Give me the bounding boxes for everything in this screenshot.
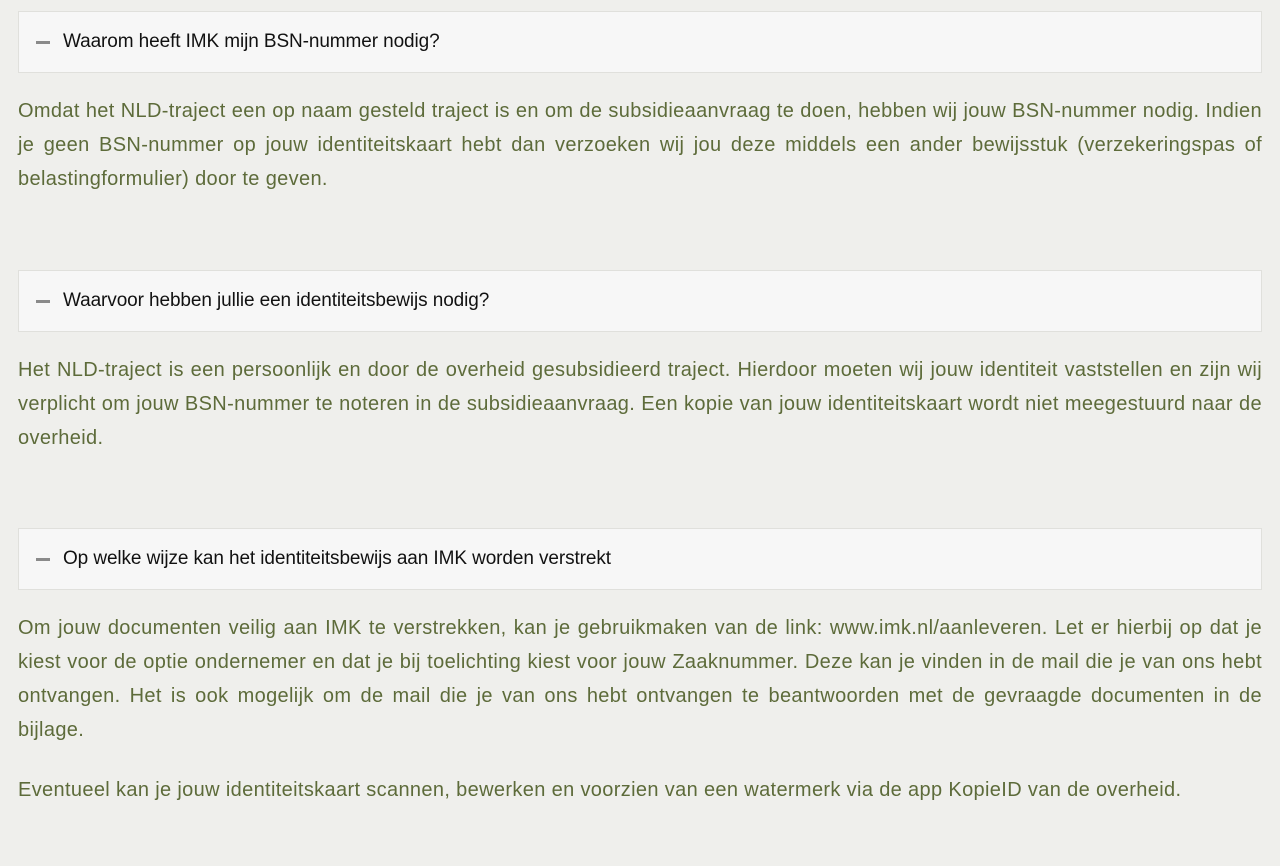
- faq-question: Waarom heeft IMK mijn BSN-nummer nodig?: [63, 31, 440, 52]
- faq-question: Op welke wijze kan het identiteitsbewijs aan IMK worden verstrekt: [63, 548, 611, 569]
- faq-toggle-delivery[interactable]: [18, 528, 1262, 590]
- faq-item-bsn: [18, 11, 1262, 196]
- answer-paragraph: Omdat het NLD-traject een op naam gesteld traject is en om de subsidieaanvraag te doen, hebben wij jouw BSN-nummer nodig. Indien je geen BSN-nummer op jouw identiteitskaart hebt dan verzoeken wij jou deze middels een ander bewijsstuk (verzekeringspas of belastingformulier) door te geven.: [18, 100, 1262, 190]
- faq-answer: [18, 73, 1262, 196]
- minus-icon: [36, 558, 50, 561]
- faq-answer: [18, 590, 1262, 807]
- answer-paragraph: Het NLD-traject is een persoonlijk en door de overheid gesubsidieerd traject. Hierdoor moeten wij jouw identiteit vaststellen en zijn wij verplicht om jouw BSN-nummer te noteren in de subsidieaanvraag. Een kopie van jouw identiteitskaart wordt niet meegestuurd naar de overheid.: [18, 359, 1262, 449]
- faq-toggle-bsn[interactable]: [18, 11, 1262, 73]
- faq-item-delivery: [18, 528, 1262, 807]
- faq-answer: [18, 332, 1262, 455]
- faq-toggle-identity-proof[interactable]: [18, 270, 1262, 332]
- answer-paragraph: Eventueel kan je jouw identiteitskaart scannen, bewerken en voorzien van een watermerk via de app KopieID van de overheid.: [18, 779, 1182, 801]
- minus-icon: [36, 41, 50, 44]
- faq-question: Waarvoor hebben jullie een identiteitsbewijs nodig?: [63, 290, 490, 311]
- faq-item-identity-proof: [18, 270, 1262, 455]
- answer-paragraph: Om jouw documenten veilig aan IMK te verstrekken, kan je gebruikmaken van de link: www.imk.nl/aanleveren. Let er hierbij op dat je kiest voor de optie ondernemer en dat je bij toelichting kiest voor jouw Zaaknummer. Deze kan je vinden in de mail die je van ons hebt ontvangen. Het is ook mogelijk om de mail die je van ons hebt ontvangen te beantwoorden met de gevraagde documenten in de bijlage.: [18, 617, 1262, 741]
- minus-icon: [36, 300, 50, 303]
